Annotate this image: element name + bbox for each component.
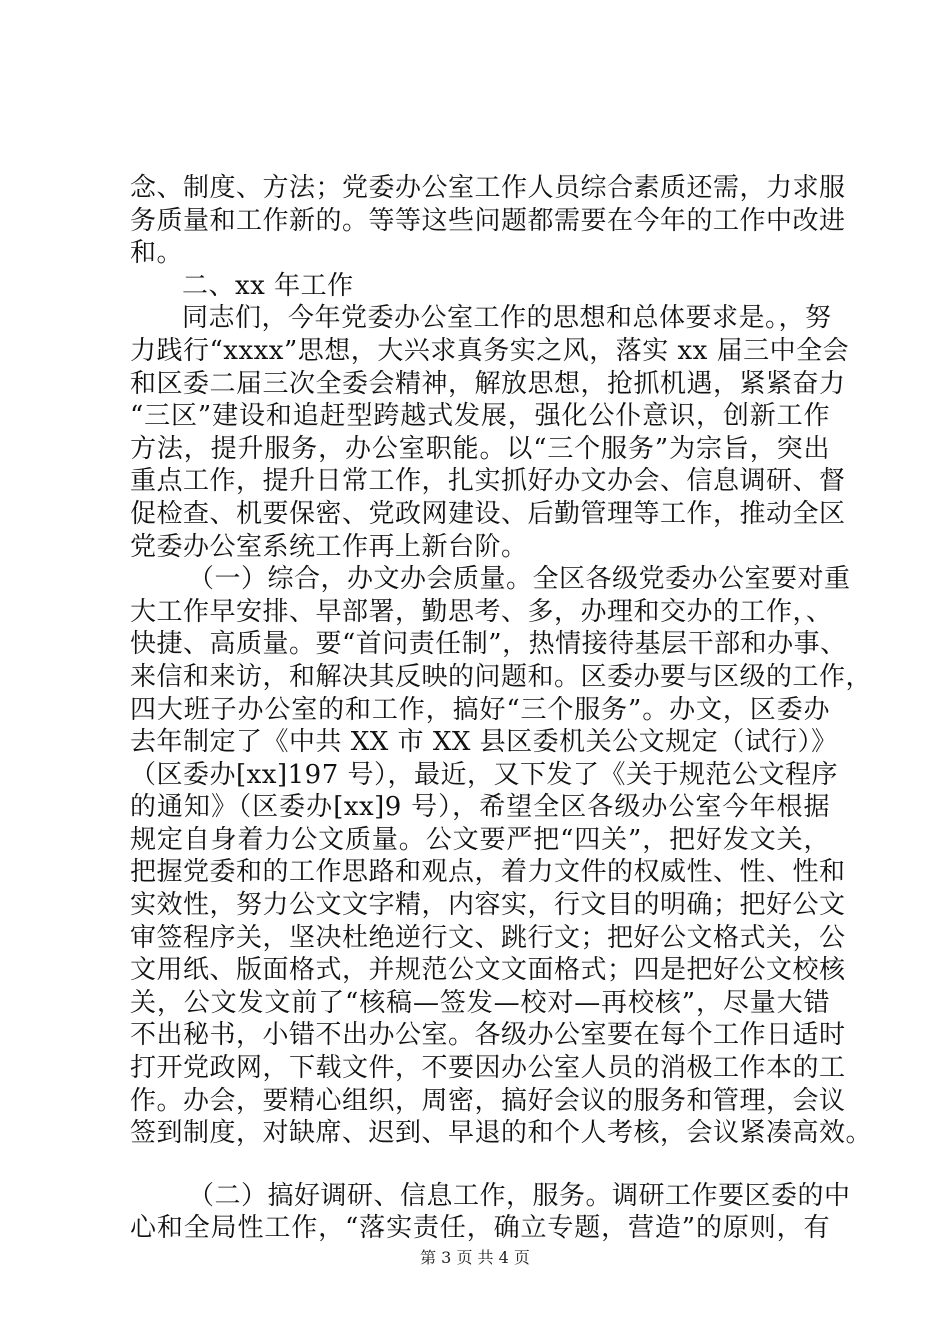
- text-line: 打开党政网，下载文件，不要因办公室人员的消极工作本的工: [130, 1053, 846, 1084]
- text-line: 务质量和工作新的。等等这些问题都需要在今年的工作中改进: [130, 205, 846, 236]
- text-line: 重点工作，提升日常工作，扎实抓好办文办会、信息调研、督: [130, 466, 846, 497]
- text-line: （二）搞好调研、信息工作，服务。调研工作要区委的中: [188, 1180, 851, 1211]
- text-line: 促检查、机要保密、党政网建设、后勤管理等工作，推动全区: [130, 498, 846, 529]
- text-line: 作。办会，要精心组织，周密，搞好会议的服务和管理，会议: [130, 1085, 846, 1116]
- text-line: 来信和来访，和解决其反映的问题和。区委办要与区级的工作，: [130, 661, 873, 692]
- text-line: 心和全局性工作，“落实责任，确立专题，营造”的原则，有: [130, 1213, 830, 1244]
- text-line: 不出秘书，小错不出办公室。各级办公室要在每个工作日适时: [130, 1020, 846, 1051]
- text-line: 规定自身着力公文质量。公文要严把“四关”，把好发文关，: [130, 824, 830, 855]
- text-line: 方法，提升服务，办公室职能。以“三个服务”为宗旨，突出: [130, 433, 830, 464]
- text-line: 快捷、高质量。要“首问责任制”，热情接待基层干部和办事、: [130, 629, 847, 660]
- text-line: （一）综合，办文办会质量。全区各级党委办公室要对重: [188, 564, 851, 595]
- text-line: 四大班子办公室的和工作，搞好“三个服务”。办文，区委办: [130, 694, 830, 725]
- text-line: 签到制度，对缺席、迟到、早退的和个人考核，会议紧凑高效。: [130, 1118, 873, 1149]
- document-body: [130, 172, 873, 1245]
- paragraph-gap: [130, 1150, 830, 1180]
- text-line: 去年制定了《中共 XX 市 XX 县区委机关公文规定（试行）》: [130, 727, 838, 758]
- text-line: 念、制度、方法；党委办公室工作人员综合素质还需，力求服: [130, 173, 846, 203]
- text-line: 关，公文发文前了“核稿—签发—校对—再校核”，尽量大错: [130, 987, 830, 1018]
- page-number-footer: 第 3 页 共 4 页: [420, 1248, 530, 1267]
- text-line: 和。: [130, 238, 184, 269]
- text-line: 把握党委和的工作思路和观点，着力文件的权威性、性、性和: [130, 857, 846, 888]
- text-line: “三区”建设和追赶型跨越式发展，强化公仆意识，创新工作: [130, 401, 830, 432]
- text-line: 力践行“xxxx”思想，大兴求真务实之风，落实 xx 届三中全会: [130, 335, 850, 366]
- section-heading: 二、xx 年工作: [182, 270, 354, 301]
- text-line: （区委办[xx]197 号），最近，又下发了《关于规范公文程序: [130, 759, 839, 790]
- text-line: 大工作早安排、早部署，勤思考、多，办理和交办的工作，、: [130, 596, 833, 627]
- text-line: 的通知》（区委办[xx]9 号），希望全区各级办公室今年根据: [130, 792, 830, 823]
- text-line: 文用纸、版面格式，并规范公文文面格式；四是把好公文校核: [130, 955, 846, 986]
- text-line: 同志们，今年党委办公室工作的思想和总体要求是。，努: [182, 303, 832, 334]
- text-line: 审签程序关，坚决杜绝逆行文、跳行文；把好公文格式关，公: [130, 922, 846, 953]
- text-line: 党委办公室系统工作再上新台阶。: [130, 531, 528, 562]
- text-line: 和区委二届三次全委会精神，解放思想，抢抓机遇，紧紧奋力: [130, 368, 846, 399]
- text-line: 实效性，努力公文文字精，内容实，行文目的明确；把好公文: [130, 890, 846, 921]
